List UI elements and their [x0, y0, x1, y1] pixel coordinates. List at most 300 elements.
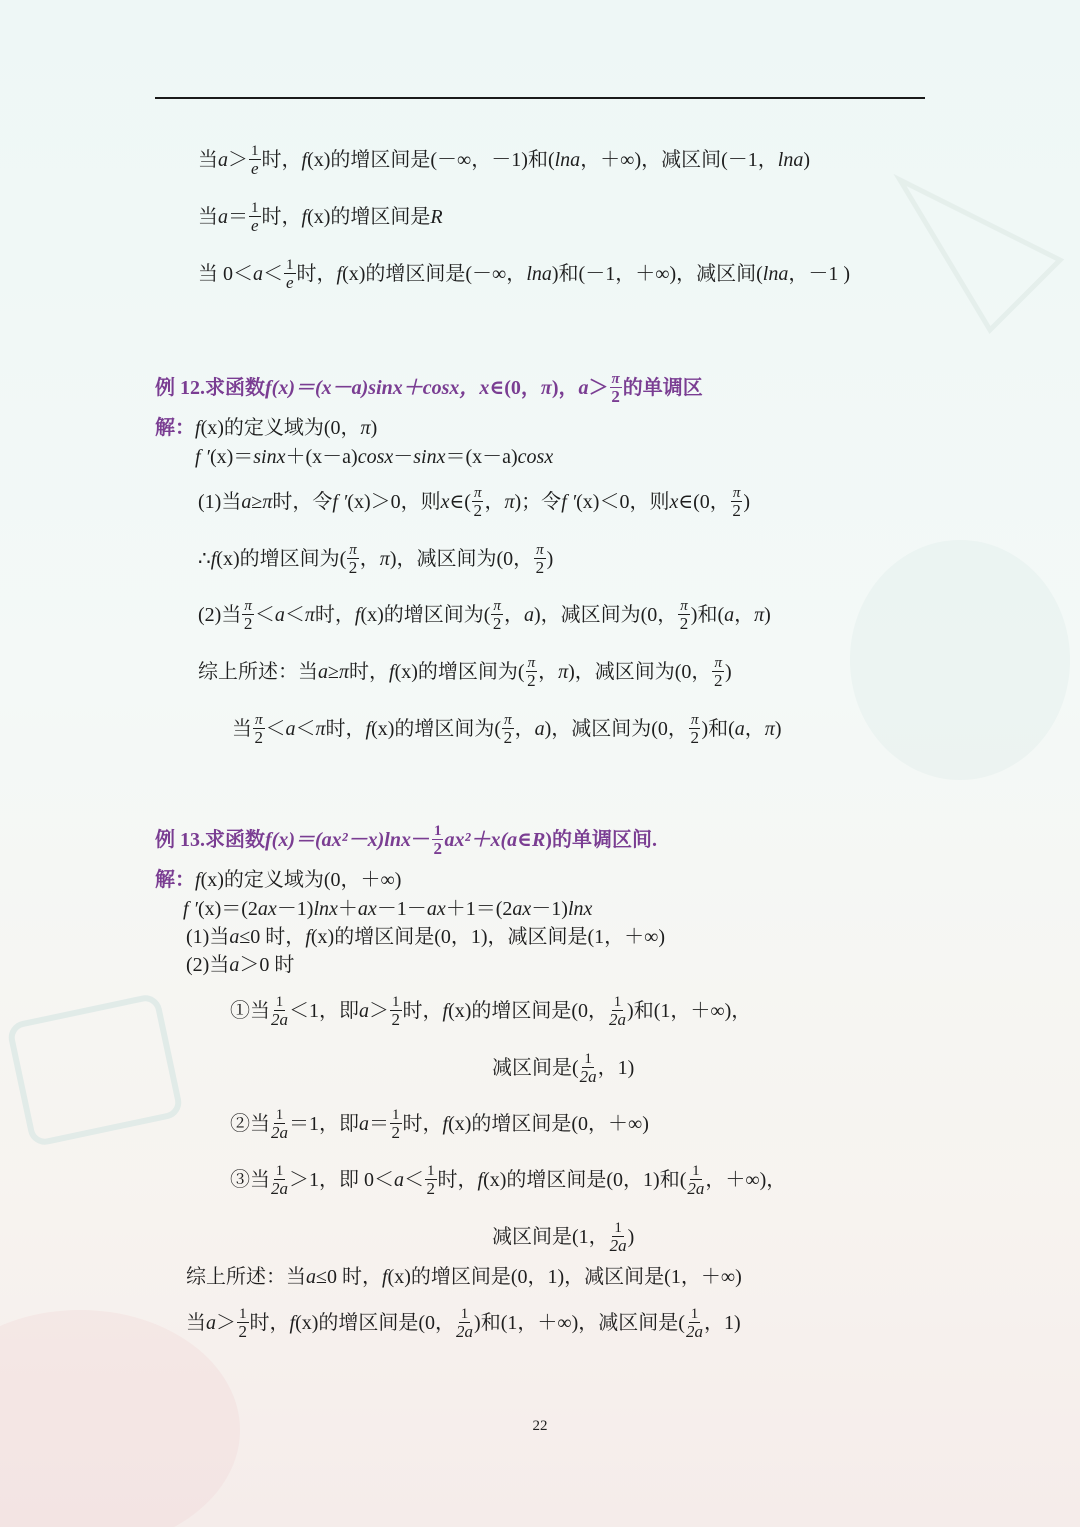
- denominator: 2: [611, 387, 620, 406]
- text: ≤0 时，: [239, 926, 306, 948]
- text: (x)的定义域为(0，: [200, 417, 361, 439]
- text: (x)＝(2: [197, 898, 258, 920]
- numerator: 1: [692, 1163, 700, 1179]
- text-line: [230, 1106, 649, 1141]
- fraction: [249, 200, 261, 235]
- text: ，－1 ): [788, 262, 851, 285]
- var: a: [359, 1112, 369, 1135]
- var: cosx: [517, 446, 554, 468]
- text: ): [774, 717, 782, 740]
- var: a: [229, 954, 240, 976]
- text: 时，: [437, 1168, 478, 1191]
- denominator: 2: [254, 728, 263, 747]
- fraction: [686, 1306, 703, 1341]
- text: ＋1＝(2: [445, 898, 513, 920]
- text: ): [546, 547, 554, 570]
- text: ＞: [228, 148, 248, 171]
- text: ，1): [703, 1311, 741, 1334]
- text: ∈(: [449, 490, 471, 513]
- text: )，减区间为(0，: [533, 603, 678, 626]
- text-line: [198, 484, 750, 519]
- text: ∈: [517, 828, 532, 851]
- var: f: [289, 1311, 296, 1334]
- example-13-title: [155, 822, 657, 857]
- text: 综上所述：当: [198, 660, 318, 683]
- text: 时，: [261, 148, 302, 171]
- denominator: 2: [391, 1010, 400, 1029]
- var: π: [540, 376, 552, 399]
- text: ，: [503, 603, 524, 626]
- text: －: [393, 446, 414, 468]
- text-line: [155, 414, 377, 442]
- text: 时，: [249, 1311, 290, 1334]
- var: π: [262, 490, 273, 513]
- text-line: [198, 142, 810, 177]
- fraction: [534, 542, 546, 577]
- var: a: [241, 490, 252, 513]
- denominator: 2: [535, 558, 545, 577]
- denominator: 2a: [685, 1322, 703, 1341]
- fraction: [610, 1220, 627, 1255]
- var: a: [229, 926, 240, 948]
- text: ＝: [369, 1112, 389, 1135]
- numerator: 1: [286, 257, 294, 273]
- denominator: 2a: [579, 1067, 597, 1086]
- text: (x)的定义域为(0，＋∞): [200, 869, 402, 891]
- text: ，1): [597, 1056, 635, 1079]
- var: a: [734, 717, 745, 740]
- denominator: 2: [391, 1123, 400, 1142]
- text-line: [155, 866, 401, 894]
- text-line: [230, 993, 751, 1028]
- text: 综上所述：当: [186, 1266, 306, 1288]
- text: (x)的增区间为(: [371, 717, 502, 740]
- text: ＝1，即: [289, 1112, 359, 1135]
- text-line: [186, 923, 665, 951]
- numerator: π: [680, 598, 688, 614]
- numerator: π: [611, 371, 620, 387]
- text: (x)的增区间为(: [394, 660, 525, 683]
- text: )和(: [701, 717, 735, 740]
- fraction: [491, 598, 503, 633]
- var: a: [318, 660, 328, 683]
- text: －1－: [376, 898, 427, 920]
- page-number: 22: [532, 1418, 548, 1434]
- example-12-title: [155, 370, 703, 405]
- text: ②当: [230, 1112, 270, 1135]
- fraction: [284, 257, 296, 292]
- text: )；令: [514, 490, 562, 513]
- text: )，减区间为(0，: [544, 717, 688, 740]
- text: ): [803, 148, 810, 171]
- header-rule: [155, 97, 925, 99]
- var: lnx: [313, 898, 338, 920]
- text: ＜: [284, 603, 305, 626]
- text: 当 0＜: [198, 262, 253, 285]
- text: ＋: [337, 898, 358, 920]
- numerator: 1: [275, 994, 284, 1010]
- numerator: 1: [433, 823, 442, 839]
- fraction: [526, 655, 538, 690]
- var: sinx: [253, 446, 286, 468]
- numerator: 1: [251, 200, 259, 216]
- var: π: [360, 417, 371, 439]
- text: ＜1，即: [289, 999, 359, 1022]
- var: f: [389, 660, 395, 683]
- numerator: 1: [392, 994, 400, 1010]
- text: ，: [359, 547, 380, 570]
- text: (1)当: [198, 490, 242, 513]
- text-line: [492, 1050, 634, 1085]
- fraction: [687, 1163, 704, 1198]
- numerator: 1: [427, 1163, 435, 1179]
- denominator: 2a: [456, 1322, 474, 1341]
- var: f(x)＝(x－a)sinx＋cosx，x: [265, 376, 490, 399]
- var: a: [253, 262, 263, 285]
- text: －1): [531, 898, 568, 920]
- text: －: [410, 828, 431, 851]
- var: cosx: [357, 446, 394, 468]
- fraction: [580, 1051, 597, 1086]
- text: ＞0 时: [239, 954, 295, 976]
- numerator: π: [493, 598, 501, 614]
- text: ＜: [254, 603, 275, 626]
- var: f ′: [561, 490, 577, 513]
- denominator: 2: [713, 671, 723, 690]
- fraction: [689, 712, 701, 747]
- text: 的单调区: [622, 376, 703, 399]
- text-line: [186, 1305, 741, 1340]
- text: ): [370, 417, 378, 439]
- text-line: [492, 1219, 634, 1254]
- denominator: 2: [243, 614, 253, 633]
- denominator: 2a: [271, 1010, 288, 1029]
- numerator: π: [504, 712, 512, 728]
- text: ＞: [216, 1311, 236, 1334]
- text: ≥: [328, 660, 339, 683]
- text: ＋(x－a): [285, 446, 358, 468]
- var: f(x)＝(ax²－x)lnx: [265, 828, 411, 851]
- text-line: [198, 654, 732, 689]
- denominator: 2: [473, 501, 482, 520]
- numerator: 1: [460, 1306, 469, 1322]
- var: a: [218, 148, 228, 171]
- var: f: [305, 926, 311, 948]
- text: ＜: [263, 262, 283, 285]
- text: ≥: [251, 490, 263, 513]
- text: ＜: [404, 1168, 424, 1191]
- var: f: [301, 148, 308, 171]
- var: lna: [554, 148, 581, 171]
- var: sinx: [413, 446, 446, 468]
- fraction: [271, 1107, 288, 1142]
- text: ∈(0，: [489, 376, 541, 399]
- text: )，: [551, 376, 579, 399]
- text: )和(1，＋∞)，减区间是(: [474, 1311, 685, 1334]
- text: (x)的增区间为(: [216, 547, 347, 570]
- fraction: [609, 994, 626, 1029]
- text-line: [198, 541, 553, 576]
- fraction: [249, 143, 261, 178]
- numerator: 1: [275, 1163, 284, 1179]
- denominator: e: [250, 159, 259, 178]
- text: ，: [744, 717, 765, 740]
- var: a: [578, 376, 589, 399]
- text: 当: [186, 1311, 206, 1334]
- text: ∴: [198, 547, 211, 570]
- var: ax: [357, 898, 377, 920]
- var: f: [301, 205, 308, 228]
- numerator: π: [255, 712, 263, 728]
- solution-label: 解：: [155, 869, 195, 891]
- text: ∈(0，: [678, 490, 730, 513]
- fraction: [432, 823, 444, 858]
- text: ，＋∞)，: [705, 1168, 787, 1191]
- text-line: [230, 1162, 786, 1197]
- var: lna: [762, 262, 789, 285]
- numerator: π: [473, 485, 482, 501]
- fraction: [731, 485, 743, 520]
- denominator: e: [250, 216, 259, 235]
- text: (x)＞0，则: [347, 490, 441, 513]
- text: (2)当: [186, 954, 230, 976]
- text: ，: [538, 660, 559, 683]
- text: ＜: [265, 717, 286, 740]
- var: f: [195, 417, 201, 439]
- text: 减区间是(: [492, 1056, 579, 1079]
- fraction: [271, 1163, 288, 1198]
- var: a: [523, 603, 534, 626]
- text: ＞: [369, 999, 389, 1022]
- text: ，: [484, 490, 505, 513]
- numerator: π: [349, 542, 357, 558]
- denominator: 2a: [609, 1010, 627, 1029]
- fraction: [712, 655, 724, 690]
- var: f: [195, 869, 201, 891]
- text: )和(－1，＋∞)，减区间(: [551, 262, 763, 285]
- fraction: [678, 598, 690, 633]
- numerator: 1: [614, 1220, 622, 1236]
- text: (x)的增区间是: [307, 205, 431, 228]
- numerator: 1: [584, 1051, 592, 1067]
- text: －1): [276, 898, 314, 920]
- var: ax²＋x(a: [444, 828, 518, 851]
- fraction: [456, 1306, 473, 1341]
- var: a: [218, 205, 228, 228]
- denominator: 2a: [687, 1179, 705, 1198]
- fraction: [237, 1306, 249, 1341]
- denominator: 2: [732, 501, 741, 520]
- text-line: [198, 199, 443, 234]
- denominator: 2: [433, 839, 442, 858]
- text-line: [198, 597, 771, 632]
- var: π: [558, 660, 569, 683]
- text: (x)的增区间是(0，1)，减区间是(1，＋∞): [387, 1266, 742, 1288]
- text: ，: [514, 717, 535, 740]
- var: π: [315, 717, 326, 740]
- var: a: [724, 603, 735, 626]
- text: )，减区间为(0，: [568, 660, 712, 683]
- text: (x)的增区间是(0，: [448, 999, 609, 1022]
- var: π: [764, 717, 775, 740]
- denominator: 2: [426, 1179, 435, 1198]
- text: 当: [232, 717, 252, 740]
- text: ): [724, 660, 732, 683]
- text: (1)当: [186, 926, 230, 948]
- text-line: [198, 256, 850, 291]
- var: π: [379, 547, 390, 570]
- numerator: π: [690, 712, 699, 728]
- text: ③当: [230, 1168, 270, 1191]
- text: 时，: [314, 603, 355, 626]
- var: a: [359, 999, 369, 1022]
- text: )，减区间为(0，: [389, 547, 534, 570]
- numerator: π: [536, 542, 544, 558]
- text: ①当: [230, 999, 270, 1022]
- text: (2)当: [198, 603, 242, 626]
- fraction: [502, 712, 514, 747]
- denominator: 2: [348, 558, 358, 577]
- text: ): [627, 1225, 635, 1248]
- numerator: 1: [690, 1306, 699, 1322]
- text-line: [232, 711, 781, 746]
- var: a: [394, 1168, 404, 1191]
- text: (x)的增区间是(0，1)和(: [483, 1168, 687, 1191]
- text: )的单调区间.: [545, 828, 657, 851]
- text: (x)的增区间是(0，＋∞): [448, 1112, 649, 1135]
- var: a: [306, 1266, 316, 1288]
- fraction: [472, 485, 484, 520]
- numerator: 1: [275, 1107, 284, 1123]
- text: 减区间是(1，: [492, 1225, 609, 1248]
- denominator: 2: [527, 671, 536, 690]
- text: 时，: [349, 660, 390, 683]
- text: 时，: [402, 1112, 443, 1135]
- denominator: 2: [238, 1322, 247, 1341]
- text: 时，: [325, 717, 366, 740]
- var: f: [442, 999, 449, 1022]
- text-line: [195, 443, 553, 471]
- solution-label: 解：: [155, 417, 195, 439]
- text: (x)的增区间为(: [360, 603, 491, 626]
- denominator: e: [285, 273, 294, 292]
- numerator: π: [244, 598, 252, 614]
- var: a: [534, 717, 545, 740]
- text: ): [764, 603, 771, 626]
- numerator: 1: [251, 143, 259, 159]
- var: x: [440, 490, 450, 513]
- var: f: [336, 262, 343, 285]
- var: R: [430, 205, 443, 228]
- var: x: [669, 490, 679, 513]
- fraction: [253, 712, 265, 747]
- text: ＜: [295, 717, 316, 740]
- text: ＝(x－a): [445, 446, 518, 468]
- text: 当: [198, 148, 218, 171]
- var: a: [206, 1311, 216, 1334]
- text: ＝: [228, 205, 248, 228]
- text-line: [183, 895, 592, 923]
- text-line: [186, 1263, 742, 1291]
- text: ≤0 时，: [316, 1266, 382, 1288]
- var: f ′: [332, 490, 348, 513]
- numerator: 1: [392, 1107, 400, 1123]
- text: 当: [198, 205, 218, 228]
- text: (x)的增区间是(－∞，: [342, 262, 527, 285]
- numerator: π: [714, 655, 722, 671]
- denominator: 2a: [271, 1179, 288, 1198]
- var: π: [338, 660, 350, 683]
- denominator: 2: [679, 614, 689, 633]
- numerator: π: [527, 655, 536, 671]
- var: π: [754, 603, 765, 626]
- fraction: [425, 1163, 437, 1198]
- text: ): [743, 490, 750, 513]
- var: a: [274, 603, 285, 626]
- text: (x)＜0，则: [576, 490, 670, 513]
- var: π: [304, 603, 315, 626]
- denominator: 2: [492, 614, 502, 633]
- numerator: π: [732, 485, 741, 501]
- var: π: [504, 490, 515, 513]
- var: lnx: [567, 898, 593, 920]
- denominator: 2a: [271, 1123, 288, 1142]
- var: f ′: [183, 898, 198, 920]
- text: 时，令: [272, 490, 333, 513]
- fraction: [390, 994, 402, 1029]
- fraction: [610, 371, 622, 406]
- text: (x)的增区间是(0，1)，减区间是(1，＋∞): [310, 926, 666, 948]
- text: 例 13.求函数: [155, 828, 265, 851]
- var: ax: [257, 898, 277, 920]
- fraction: [347, 542, 359, 577]
- var: f ′: [195, 446, 210, 468]
- var: ax: [426, 898, 446, 920]
- text: ，: [734, 603, 755, 626]
- text: 例 12.求函数: [155, 376, 265, 399]
- var: R: [531, 828, 546, 851]
- text-line: [186, 951, 294, 979]
- text: ，＋∞)，减区间(－1，: [580, 148, 778, 171]
- var: f: [381, 1266, 388, 1288]
- text: ＞1，即 0＜: [289, 1168, 394, 1191]
- fraction: [271, 994, 288, 1029]
- var: f: [442, 1112, 449, 1135]
- numerator: 1: [239, 1306, 247, 1322]
- var: f: [365, 717, 372, 740]
- denominator: 2: [690, 728, 699, 747]
- fraction: [390, 1107, 402, 1142]
- text: ＞: [588, 376, 609, 399]
- denominator: 2a: [609, 1236, 627, 1255]
- text: 时，: [296, 262, 337, 285]
- var: lna: [777, 148, 804, 171]
- text: 时，: [402, 999, 443, 1022]
- var: f: [477, 1168, 484, 1191]
- text: (x)＝: [209, 446, 254, 468]
- var: f: [210, 547, 217, 570]
- text: (x)的增区间是(0，: [295, 1311, 456, 1334]
- text: )和(1，＋∞)，: [627, 999, 752, 1022]
- var: ax: [512, 898, 532, 920]
- var: f: [354, 603, 361, 626]
- text: 时，: [261, 205, 302, 228]
- numerator: 1: [613, 994, 622, 1010]
- var: lna: [526, 262, 552, 285]
- text: )和(: [690, 603, 725, 626]
- fraction: [242, 598, 254, 633]
- var: a: [285, 717, 296, 740]
